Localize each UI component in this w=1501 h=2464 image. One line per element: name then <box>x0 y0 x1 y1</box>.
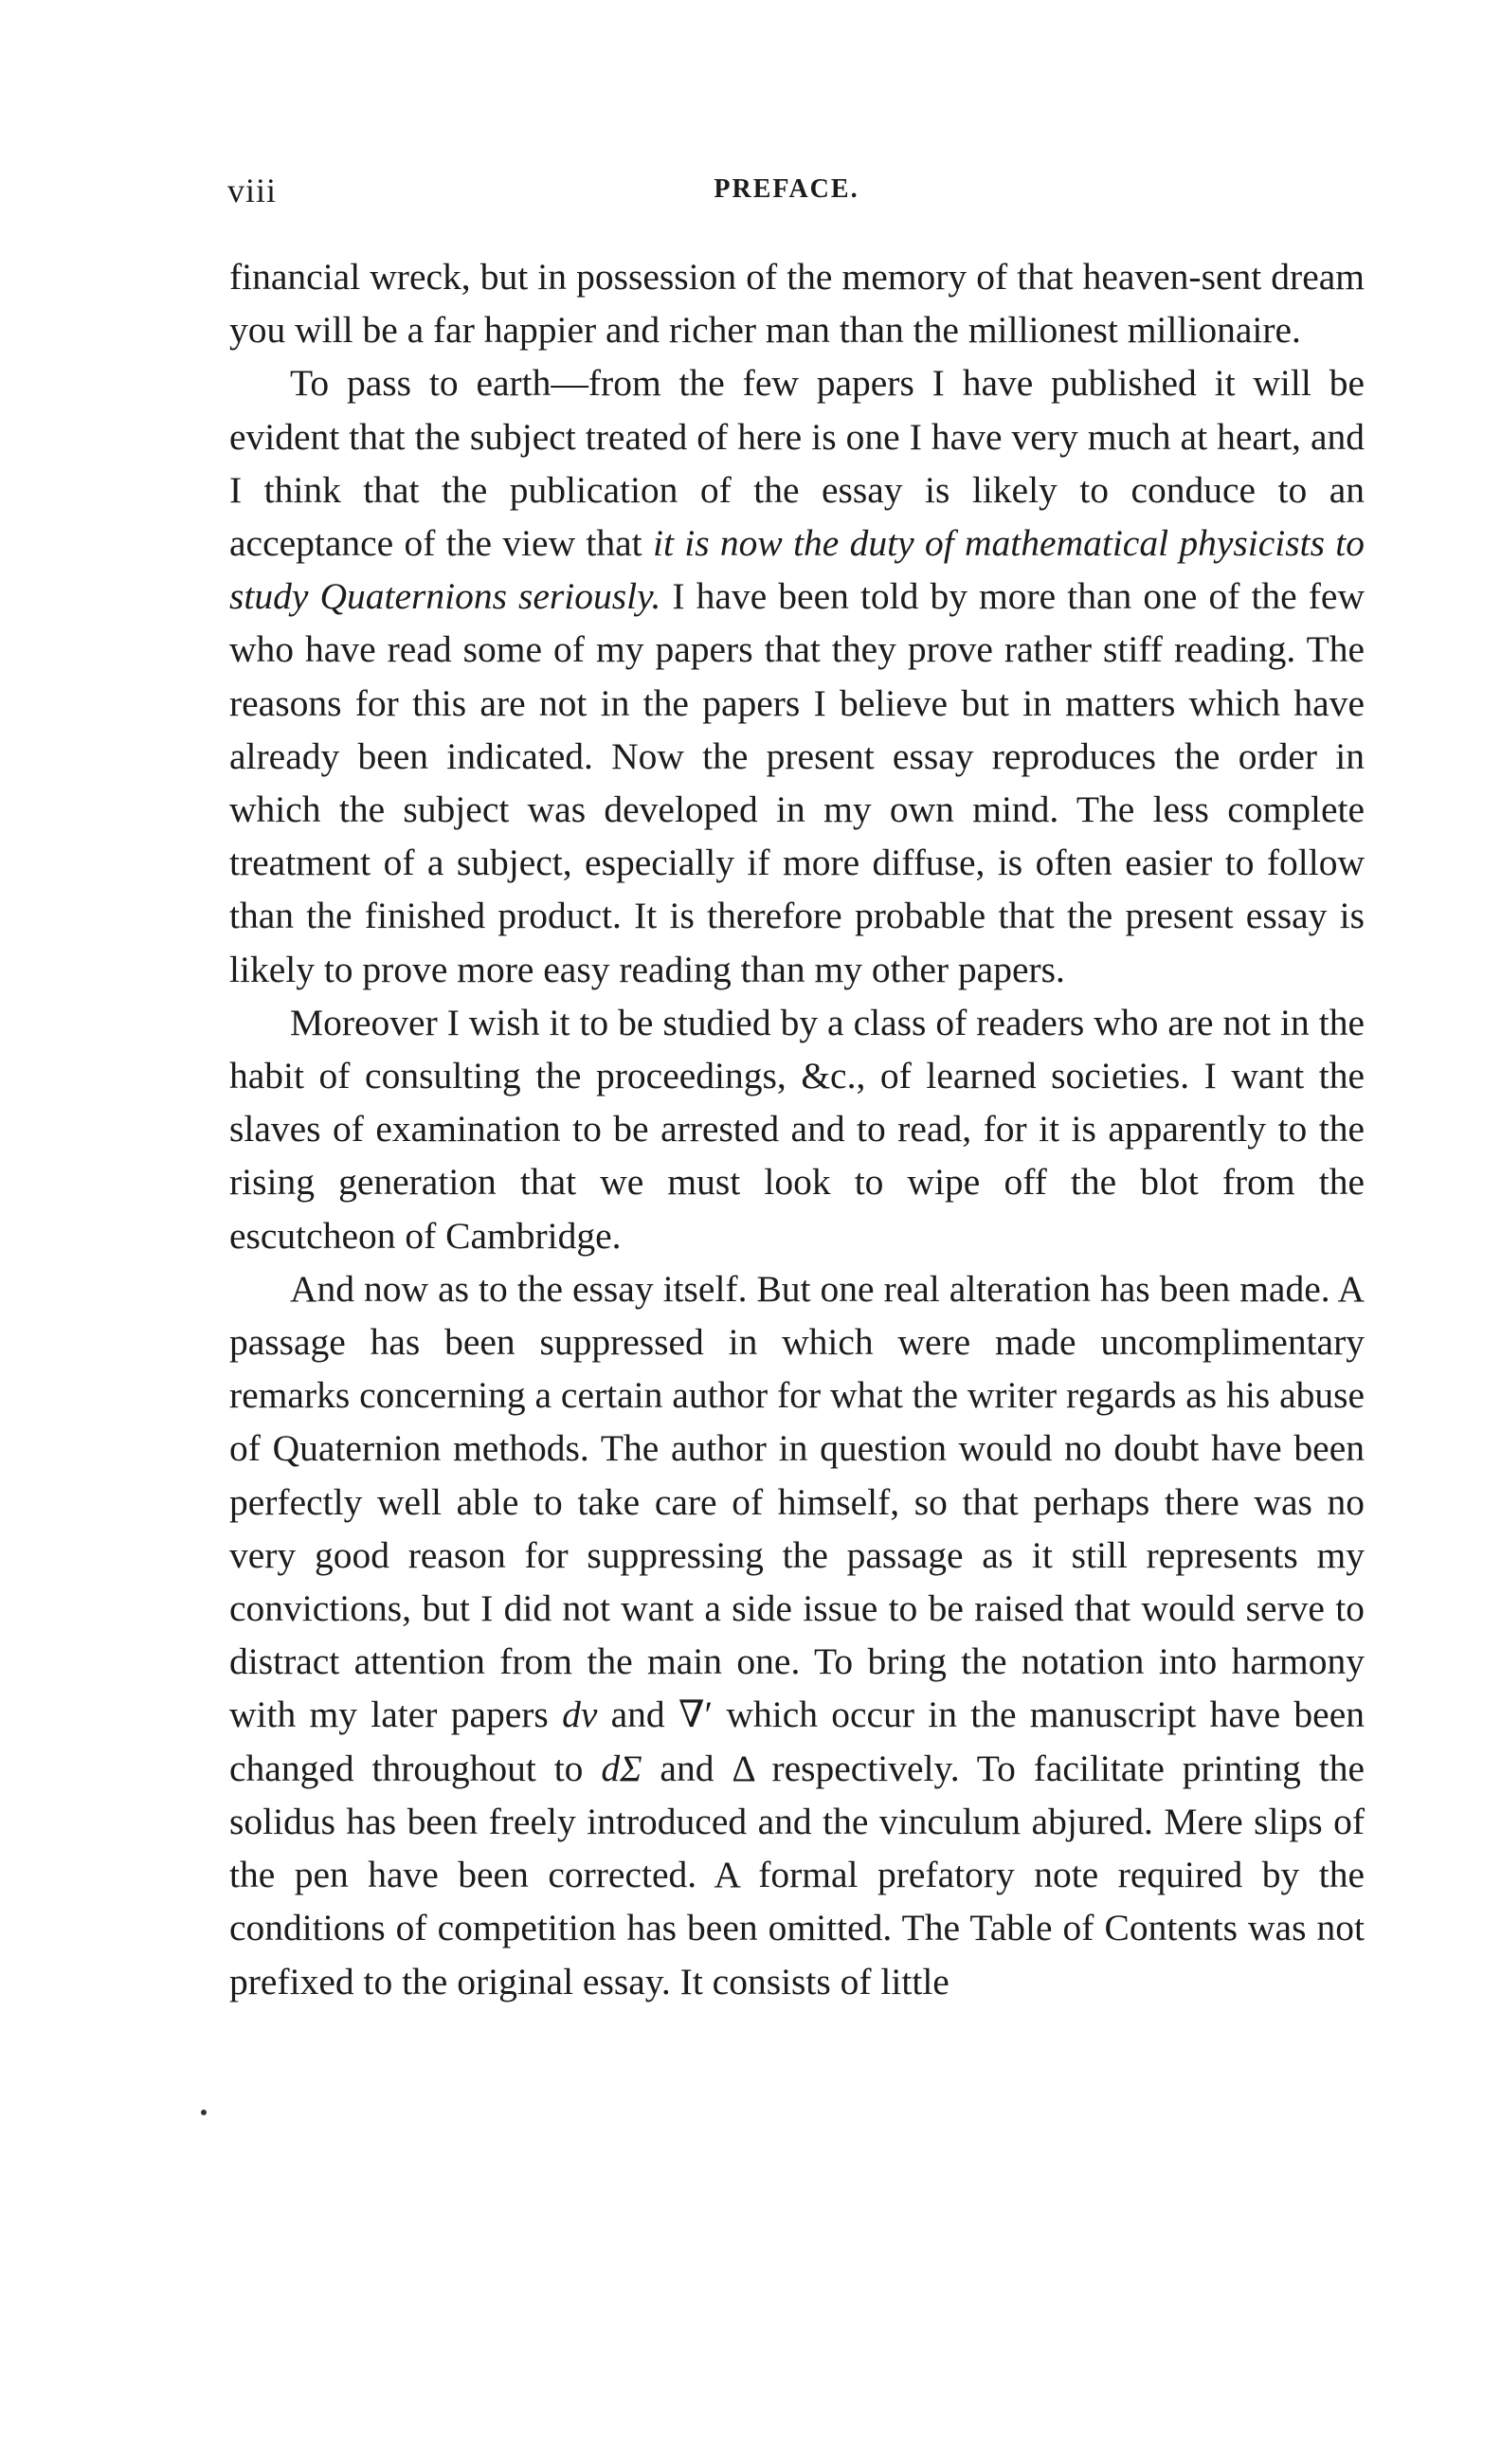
italic-emphasis: it is now the duty of mathematical physicists to study Quaternions seriously. <box>229 522 1365 618</box>
paragraph-essay-text-end: respectively. To facilitate printing the solidus has been freely introduced and the vinculum abjured. Mere slips of the pen have been corrected. A formal prefatory note required by the conditions of competition has been omitted. The Table of Contents was not prefixed to the original essay. It consists of little <box>229 1747 1365 2002</box>
running-title: PREFACE. <box>714 174 859 204</box>
running-head <box>227 171 1346 218</box>
paragraph-earth-text-start: To pass to earth—from the few papers I have published it will be evident that the subject treated of here is one I have very much at heart, and I think that the publication of the essay is likely to conduce to an acceptance of the view that <box>229 362 1365 565</box>
paragraph-essay-and-1: and <box>597 1694 678 1736</box>
paragraph-earth <box>229 356 1365 995</box>
page-number: viii <box>227 172 278 209</box>
paragraph-essay-and-2: and <box>642 1747 732 1789</box>
ink-speck <box>201 2110 207 2115</box>
paragraph-essay-text-mid: which occur in the manuscript have been changed throughout to <box>229 1694 1365 1789</box>
paragraph-earth-text-end: I have been told by more than one of the few who have read some of my papers that they prove rather stiff reading. The reasons for this are not in the papers I believe but in matters which have already been indicated. Now the present essay reproduces the order in which the subject was developed in my own mind. The less complete treatment of a subject, especially if more diffuse, is often easier to follow than the finished product. It is therefore probable that the present essay is likely to prove more easy reading than my other papers. <box>229 575 1365 990</box>
paragraph-continuation: financial wreck, but in possession of the memory of that heaven-sent dream you will be a far happier and richer man than the millionest millionaire. <box>229 256 1365 352</box>
paragraph-essay-text-start: And now as to the essay itself. But one real alteration has been made. A passage has been suppressed in which were made uncomplimentary remarks concerning a certain author for what the writer regards as his abuse of Quaternion methods. The author in question would no doubt have been perfectly well able to take care of himself, so that perhaps there was no very good reason for suppressing the passage as it still represents my convictions, but I did not want a side issue to be raised that would serve to distract attention from the main one. To bring the notation into harmony with my later papers <box>229 1267 1365 1736</box>
math-dv: dν <box>562 1694 598 1736</box>
math-d-sigma: dΣ <box>601 1747 642 1789</box>
math-delta: Δ <box>732 1747 754 1789</box>
math-nabla-prime: ∇′ <box>678 1694 714 1736</box>
paragraph-essay <box>229 1262 1365 2008</box>
body-text <box>229 250 1365 2008</box>
paragraph-readers: Moreover I wish it to be studied by a class of readers who are not in the habit of consulting the proceedings, &c., of learned societies. I want the slaves of examination to be arrested and to read, for it is apparently to the rising generation that we must look to wipe off the blot from the escutcheon of Cambridge. <box>229 1001 1365 1257</box>
